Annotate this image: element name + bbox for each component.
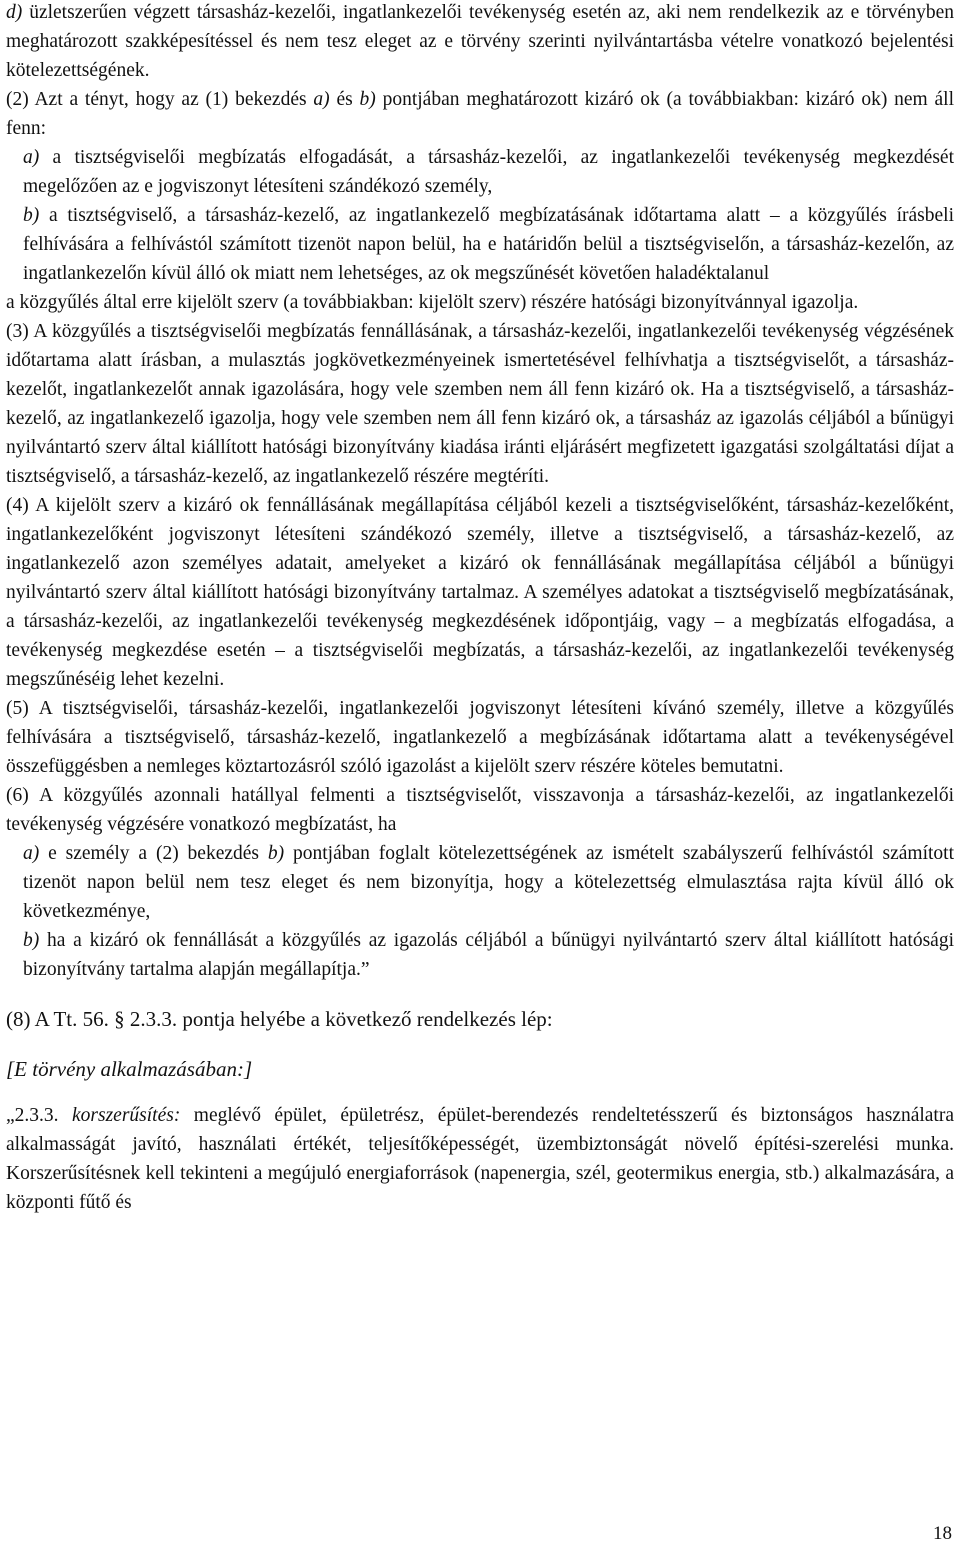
item-letter-a: a) — [23, 843, 40, 864]
paragraph-text: üzletszerűen végzett társasház-kezelői, ingatlankezelői tevékenység esetén az, aki nem rendelkezik az e törvényben meghatározott szakképesítéssel és nem tesz eleget az e törvény szerinti nyilvántartásba vételre vonatkozó bejelentési kötelezettségének. — [6, 2, 954, 81]
definition-text: meglévő épület, épületrész, épület-berendezés rendeltetésszerű és biztonságos használatra alkalmasságát javító, használati értékét, teljesítőképességét, üzembiztonságát növelő építési-szerelési munka. Korszerűsítésnek kell tekinteni a megújuló energiaforrások (napenergia, szél, geotermikus energia, stb.) alkalmazására, a központi fűtő és — [6, 1105, 954, 1213]
paragraph-text: ha a kizáró ok fennállását a közgyűlés az igazolás céljából a bűnügyi nyilvántartó szerv által kiállított hatósági bizonyítvány tartalma alapján megállapítja.” — [23, 930, 954, 980]
bracketed-context — [6, 1055, 954, 1084]
paragraph-1-d — [6, 0, 954, 85]
paragraph-2 — [6, 85, 954, 143]
paragraph-text: a tisztségviselő, a társasház-kezelő, az ingatlankezelő megbízatásának időtartama alatt – a közgyűlés írásbeli felhívására a felhívástól számított tizenöt napon belül, ha e határidőn belül a tisztségviselőn, a társasház-kezelőn, az ingatlankezelőn kívül álló ok miatt nem lehetséges, az ok megszűnését követően haladéktalanul — [23, 205, 954, 284]
paragraph-6-a — [6, 839, 954, 926]
paragraph-2-b — [6, 201, 954, 288]
paragraph-2-closing: a közgyűlés által erre kijelölt szerv (a továbbiakban: kijelölt szerv) részére hatósági bizonyítvánnyal igazolja. — [6, 292, 859, 313]
page-number: 18 — [933, 1523, 952, 1544]
bracketed-context-text: [E törvény alkalmazásában:] — [6, 1057, 253, 1081]
paragraph-2-a — [6, 143, 954, 201]
paragraph-6-b — [6, 926, 954, 984]
item-ref-b: b) — [267, 843, 285, 864]
paragraph-text: e személy a (2) bekezdés — [39, 843, 268, 864]
paragraph-text: a tisztségviselői megbízatás elfogadását, a társasház-kezelői, az ingatlankezelői tevékenység megkezdését megelőzően az e jogviszonyt létesíteni szándékozó személy, — [23, 147, 954, 197]
paragraph-text: és — [329, 89, 360, 110]
item-letter-b: b) — [23, 930, 40, 951]
paragraph-6: (6) A közgyűlés azonnali hatállyal felmenti a tisztségviselőt, visszavonja a társasház-kezelői, az ingatlankezelői tevékenység végzésére vonatkozó megbízatást, ha — [6, 785, 954, 835]
item-letter-b: b) — [23, 205, 40, 226]
item-letter-d: d) — [6, 2, 23, 23]
paragraph-3: (3) A közgyűlés a tisztségviselői megbízatás fennállásának, a társasház-kezelői, ingatlankezelői tevékenység végzésének időtartama alatt írásban, a mulasztás jogkövetkezményeinek ismertetésével felhívhatja a tisztségviselőt, a társasház-kezelőt, ingatlankezelőt annak igazolására, hogy vele szemben nem áll fenn kizáró ok. Ha a tisztségviselő, a társasház-kezelő, az ingatlankezelő igazolja, hogy vele szemben nem áll fenn kizáró ok, a társasház az igazolás céljából a bűnügyi nyilvántartó szerv által kiállított hatósági bizonyítvány kiadása iránti eljárásért megfizetett igazgatási szolgáltatási díjat a tisztségviselő, a társasház-kezelő, az ingatlankezelő részére megtéríti. — [6, 321, 954, 487]
paragraph-5: (5) A tisztségviselői, társasház-kezelői, ingatlankezelői jogviszonyt létesíteni kívánó személy, illetve a közgyűlés felhívására a tisztségviselő, társasház-kezelő, ingatlankezelő a megbízásának időtartama alatt a tevékenységével összefüggésben a nemleges köztartozásról szóló igazolást a kijelölt szerv részére köteles bemutatni. — [6, 698, 954, 777]
document-body — [6, 0, 954, 1217]
definition-number: „2.3.3. — [6, 1105, 72, 1126]
paragraph-text: pontjában meghatározott kizáró ok (a továbbiakban: kizáró ok) nem áll fenn: — [6, 89, 955, 139]
definition-term: korszerűsítés: — [72, 1105, 181, 1126]
item-ref-b: b) — [359, 89, 376, 110]
item-letter-a: a) — [23, 147, 40, 168]
item-ref-a: a) — [313, 89, 330, 110]
section-8-heading: (8) A Tt. 56. § 2.3.3. pontja helyébe a következő rendelkezés lép: — [6, 1007, 553, 1031]
definition-2-3-3 — [6, 1101, 954, 1217]
paragraph-text: (2) Azt a tényt, hogy az (1) bekezdés — [6, 89, 314, 110]
paragraph-4: (4) A kijelölt szerv a kizáró ok fennállásának megállapítása céljából kezeli a tisztségviselőként, társasház-kezelőként, ingatlankezelőként jogviszonyt létesíteni szándékozó személy, illetve a tisztségviselő, a társasház-kezelő, az ingatlankezelő azon személyes adatait, amelyeket a kizáró ok fennállásának megállapítása céljából a bűnügyi nyilvántartó szerv által kiállított hatósági bizonyítvány tartalmaz. A személyes adatokat a tisztségviselő megbízatásának, a társasház-kezelői, az ingatlankezelői tevékenység megkezdésének időpontjáig, vagy – a megbízatás elfogadása, a tevékenység megkezdése esetén – a tisztségviselői megbízatás, a társasház-kezelői, az ingatlankezelői tevékenység megszűnéséig lehet kezelni. — [6, 495, 954, 690]
paragraph-text: pontjában foglalt kötelezettségének az ismételt szabályszerű felhívástól számított tizenöt napon belül nem tesz eleget és nem bizonyítja, hogy a kötelezettség elmulasztása rajta kívül álló ok következménye, — [23, 843, 954, 922]
